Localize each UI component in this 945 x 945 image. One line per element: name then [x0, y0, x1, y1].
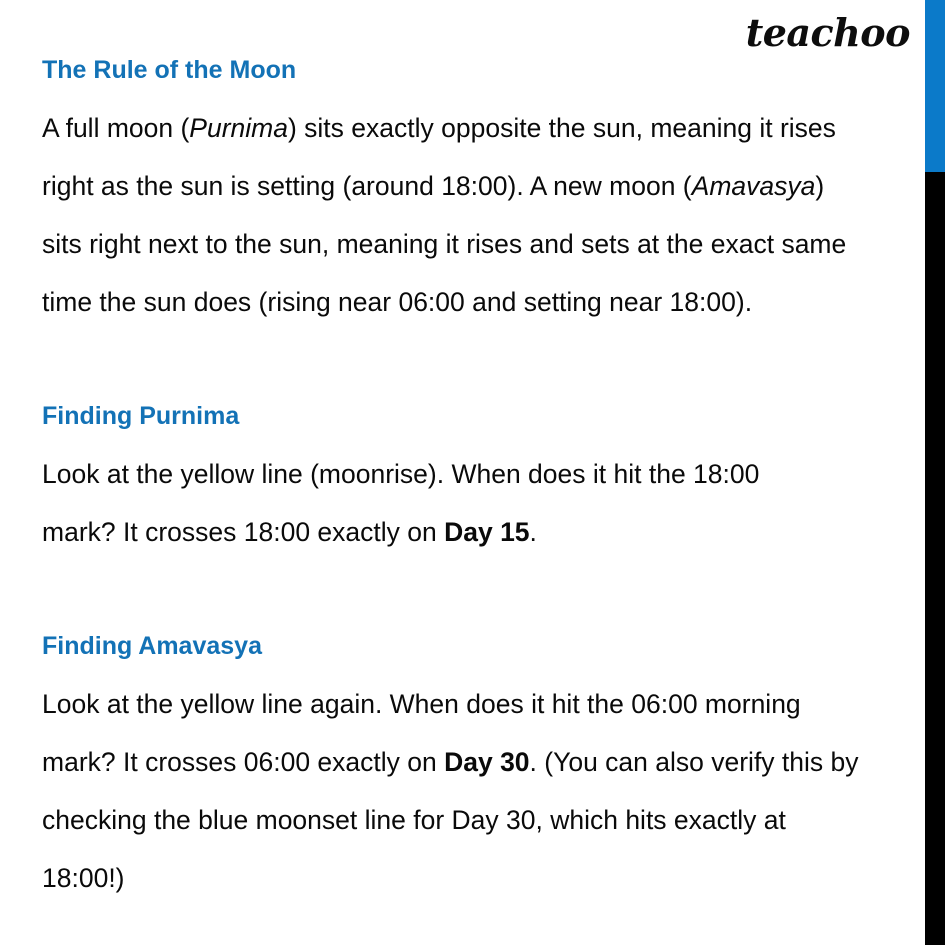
text-run: time the sun does (rising near 06:00 and setting near 18:00). [42, 287, 753, 317]
edge-stripe-black-segment [925, 172, 945, 945]
text-line [42, 733, 924, 791]
text-run: 18:00!) [42, 863, 125, 893]
bold-term: Day 30 [444, 747, 530, 777]
text-run: ) sits exactly opposite the sun, meaning it rises [287, 113, 836, 143]
text-line [42, 273, 924, 331]
text-line [42, 503, 924, 561]
paragraph-finding-purnima [42, 445, 924, 561]
text-line [42, 157, 924, 215]
paragraph-rule-of-the-moon [42, 99, 924, 331]
text-line [42, 675, 924, 733]
text-run: sits right next to the sun, meaning it rises and sets at the exact same [42, 229, 847, 259]
text-line [42, 215, 924, 273]
text-run: . [529, 517, 537, 547]
paragraph-finding-amavasya [42, 675, 924, 907]
edge-stripe-blue-segment [925, 0, 945, 172]
text-line [42, 849, 924, 907]
text-run: A full moon ( [42, 113, 190, 143]
text-line [42, 791, 924, 849]
section-heading-finding-purnima: Finding Purnima [42, 402, 240, 430]
text-run: right as the sun is setting (around 18:00). A new moon ( [42, 171, 692, 201]
text-run: mark? It crosses 06:00 exactly on [42, 747, 445, 777]
text-line [42, 99, 924, 157]
text-run: Look at the yellow line (moonrise). When does it hit the 18:00 [42, 459, 760, 489]
emphasis-term: Amavasya [691, 171, 816, 201]
section-heading-finding-amavasya: Finding Amavasya [42, 632, 262, 660]
emphasis-term: Purnima [189, 113, 288, 143]
bold-term: Day 15 [444, 517, 530, 547]
text-run: mark? It crosses 18:00 exactly on [42, 517, 445, 547]
text-run: ) [815, 171, 825, 201]
text-line [42, 445, 924, 503]
page-edge-stripe [925, 0, 945, 945]
text-run: . (You can also verify this by [529, 747, 859, 777]
teachoo-logo: teachoo [745, 10, 910, 55]
section-heading-rule-of-the-moon: The Rule of the Moon [42, 56, 297, 84]
text-run: Look at the yellow line again. When does it hit the 06:00 morning [42, 689, 801, 719]
text-run: checking the blue moonset line for Day 30, which hits exactly at [42, 805, 786, 835]
